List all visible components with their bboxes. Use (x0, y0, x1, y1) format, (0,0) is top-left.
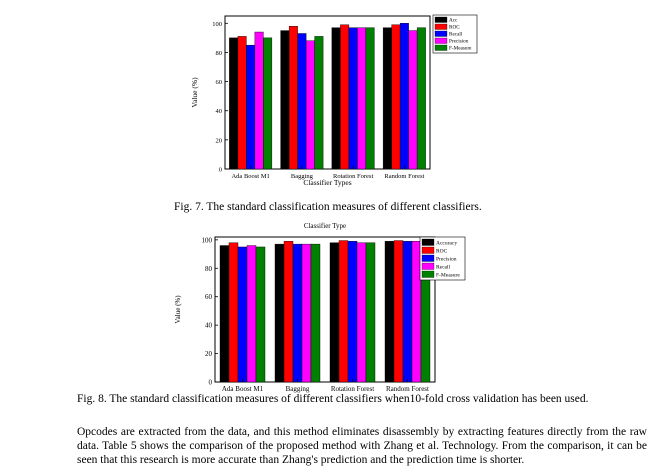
bar-f-measure (315, 36, 324, 169)
bar-roc (340, 25, 349, 169)
legend-swatch (422, 247, 434, 254)
y-tick-label: 20 (205, 350, 212, 359)
bar-precision (357, 28, 366, 169)
x-tick-label: Ada Boost M1 (231, 173, 270, 180)
y-tick-label: 20 (215, 137, 222, 145)
y-axis-label: Value (%) (190, 77, 199, 108)
bar-precision (409, 31, 418, 169)
bar-recall (349, 28, 358, 169)
bar-roc (229, 243, 238, 382)
y-tick-label: 80 (215, 49, 222, 57)
bar-precision (306, 41, 315, 169)
legend-swatch (435, 24, 447, 30)
x-tick-label: Random Forest (384, 173, 425, 180)
bar-f-measure (256, 247, 265, 382)
x-axis-label: Classifier Types (303, 178, 352, 187)
x-tick-label: Bagging (290, 173, 313, 180)
legend-label: F-Measure (449, 45, 472, 52)
legend-swatch (422, 271, 434, 278)
bar-f-measure (311, 244, 320, 382)
legend-label: Precision (449, 38, 469, 45)
bar-acc (383, 28, 392, 169)
chart-title: Classifier Type (303, 222, 347, 230)
bar-accuracy (330, 243, 339, 382)
y-tick-label: 80 (205, 264, 212, 273)
bar-roc (394, 241, 403, 382)
bar-roc (392, 25, 401, 169)
y-axis-label: Value (%) (174, 295, 182, 324)
legend-swatch (435, 38, 447, 44)
bar-roc (238, 36, 247, 169)
bar-roc (284, 241, 293, 382)
x-tick-label: Rotation Forest (332, 173, 374, 180)
y-tick-label: 100 (201, 236, 212, 245)
bar-acc (281, 31, 290, 169)
y-tick-label: 100 (212, 20, 222, 28)
legend-swatch (435, 17, 447, 23)
x-tick-label: Rotation Forest (330, 385, 375, 393)
bar-roc (289, 26, 298, 169)
legend-label: Recall (436, 264, 451, 271)
legend-swatch (435, 45, 447, 51)
bar-precision (293, 244, 302, 382)
x-tick-label: Random Forest (386, 385, 429, 393)
legend-label: Precision (436, 256, 457, 263)
legend-label: Acc (449, 17, 458, 24)
bar-f-measure (366, 243, 375, 382)
legend-label: F-Measure (436, 272, 460, 279)
bar-recall (357, 243, 366, 382)
x-tick-label: Bagging (285, 385, 310, 393)
bar-recall (247, 246, 256, 382)
bar-f-measure (263, 38, 272, 169)
bar-accuracy (220, 246, 229, 382)
bar-recall (302, 244, 311, 382)
bar-precision (255, 32, 264, 169)
legend-label: Recall (449, 31, 463, 38)
bar-recall (412, 241, 421, 382)
legend-label: Accuracy (436, 240, 458, 247)
y-tick-label: 60 (215, 79, 222, 87)
bar-acc (332, 28, 341, 169)
figure-8-chart (170, 222, 460, 394)
bar-precision (238, 247, 247, 382)
bar-f-measure (366, 28, 375, 169)
bar-recall (298, 33, 307, 169)
legend-swatch (435, 31, 447, 37)
legend-swatch (422, 263, 434, 270)
x-tick-label: Ada Boost M1 (221, 385, 264, 393)
figure-7-chart (185, 8, 472, 193)
figure-8-caption: Fig. 8. The standard classification measures of different classifiers when10-fold cross validation has been used. (77, 393, 589, 405)
figure-7-caption: Fig. 7. The standard classification measures of different classifiers. (174, 201, 482, 213)
bar-accuracy (275, 244, 284, 382)
y-tick-label: 40 (215, 108, 222, 116)
y-tick-label: 60 (205, 293, 212, 302)
bar-accuracy (385, 241, 394, 382)
y-tick-label: 40 (205, 321, 212, 330)
legend-swatch (422, 255, 434, 262)
bar-roc (339, 241, 348, 382)
y-tick-label: 0 (208, 378, 212, 387)
bar-recall (400, 23, 409, 169)
y-tick-label: 0 (218, 166, 222, 174)
legend-label: ROC (449, 24, 460, 31)
legend-swatch (422, 239, 434, 246)
bar-precision (403, 241, 412, 382)
bar-recall (246, 45, 255, 169)
legend-label: ROC (436, 248, 448, 255)
body-paragraph: Opcodes are extracted from the data, and this method eliminates disassembly by extracting features directly from the raw data. Table 5 shows the comparison of the proposed method with Zhang et al. Technology. From the comparison, it can be seen that this research is more accurate than Zhang's prediction and the prediction time is shorter. (77, 426, 647, 466)
bar-acc (229, 38, 238, 169)
bar-precision (348, 241, 357, 382)
bar-f-measure (417, 28, 426, 169)
